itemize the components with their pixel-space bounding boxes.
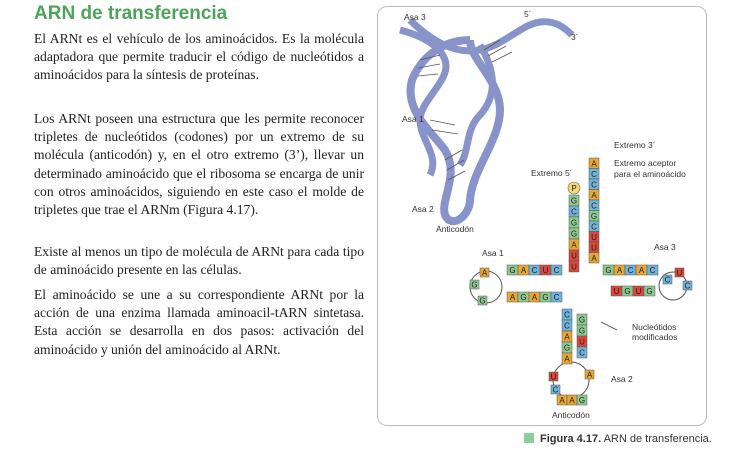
acceptor3-base: A [591, 253, 597, 263]
cloverleaf-bases [470, 158, 692, 405]
label-nucleotidos-2: modificados [632, 332, 678, 342]
label-cl-asa2: Asa 2 [611, 374, 633, 384]
tarm-bottom-base: U [635, 287, 642, 296]
tarm-bottom-base: G [624, 287, 631, 296]
anticodon-stem-left-base: A [564, 332, 570, 342]
acceptor3-base: C [591, 222, 597, 232]
t-loop-base: C [684, 281, 691, 291]
phosphate-label: P [571, 184, 577, 193]
tarm-top-base: A [638, 266, 645, 275]
paragraph-2: Los ARNt poseen una estructura que les permite reconocer tripletes de nucleótidos (codones) por un extremo de su molécula (anticodón) y, en el otro extremo (3’), llevar un determinado aminoácido que el ribosoma se encarga de unir con otros aminoácidos, siguiendo en este caso el molde de tripletes que trae el ARNm (Figura 4.17). [34, 111, 364, 218]
label-aceptor-1: Extremo aceptor [614, 158, 677, 168]
acceptor5-base: G [570, 196, 578, 206]
d-arm-bottom-base: A [531, 293, 538, 302]
anticodon-loop-base: G [578, 396, 586, 405]
acceptor3-base: C [591, 201, 597, 211]
anticodon-loop-side-base: A [586, 370, 593, 380]
acceptor5-base: G [570, 229, 578, 239]
paragraph-1: El ARNt es el vehículo de los aminoácidos. Es la molécula adaptadora que permite traducir el código de nucleótidos a aminoácidos para la síntesis de proteínas. [34, 31, 364, 83]
caption-square-icon [524, 433, 534, 443]
acceptor3-base: C [591, 180, 597, 190]
caption-text: ARN de transferencia. [603, 433, 712, 445]
tarm-top-base: A [616, 266, 623, 275]
d-arm-top-base: C [531, 266, 538, 275]
label-cl-asa3: Asa 3 [654, 242, 676, 252]
anticodon-loop-base: A [569, 396, 575, 405]
anticodon-stem-left-base: C [564, 310, 570, 320]
d-arm-top-base: U [542, 266, 549, 275]
tarm-bottom-base: G [646, 287, 653, 296]
label-3d-asa2: Asa 2 [412, 204, 434, 214]
acceptor5-base: G [570, 218, 578, 228]
caption-label: Figura 4.17. [540, 433, 602, 445]
paragraph-3: Existe al menos un tipo de molécula de ARNt para cada tipo de aminoácido presente en las células. [34, 244, 364, 278]
label-3d-asa1: Asa 1 [402, 114, 424, 124]
acceptor3-base: U [591, 232, 597, 242]
label-aceptor-2: para el aminoácido [614, 169, 686, 179]
paragraph-4: El aminoácido se une a su correspondiente ARNt por la acción de una enzima llamada aminoacil-tARN sintetasa. Esta acción se desarrolla en dos pasos: activación del aminoácido y unión del aminoácido al ARNt. [34, 287, 364, 357]
label-3d-asa3: Asa 3 [404, 12, 426, 22]
anticodon-stem-right-base: G [578, 315, 586, 325]
d-arm-bottom-base: A [509, 293, 516, 302]
acceptor3-base: A [591, 159, 597, 169]
label-3d-three: 3´ [571, 32, 579, 42]
acceptor3-base: U [591, 243, 597, 253]
d-arm-top-base: G [509, 266, 516, 275]
label-3d-five: 5´ [524, 9, 532, 19]
label-3d-anticodon: Anticodón [436, 224, 474, 234]
d-arm-bottom-base: G [542, 293, 549, 302]
acceptor3-base: A [591, 190, 597, 200]
t-loop-base: U [676, 268, 683, 278]
d-loop-base: G [471, 280, 478, 290]
anticodon-stem-right-base: C [579, 348, 585, 358]
anticodon-stem-right-base: U [579, 337, 585, 347]
trna-3d-model [400, 9, 579, 234]
tarm-bottom-base: U [613, 287, 620, 296]
label-cl-asa1: Asa 1 [482, 248, 504, 258]
d-arm-top-base: A [520, 266, 527, 275]
anticodon-stem-left-base: A [564, 354, 570, 364]
anticodon-loop-base: A [559, 396, 565, 405]
figure-caption [524, 433, 712, 445]
anticodon-stem-right-base: G [578, 326, 586, 336]
tarm-top-base: C [627, 266, 634, 275]
tarm-top-base: G [605, 266, 612, 275]
d-loop-base: G [479, 296, 486, 306]
anticodon-loop-side-base: U [550, 372, 557, 382]
d-arm-bottom-base: G [520, 293, 527, 302]
label-extremo-5: Extremo 5´ [531, 168, 573, 178]
acceptor3-base: C [591, 169, 597, 179]
acceptor3-base: G [590, 211, 598, 221]
label-cl-anticodon: Anticodón [552, 410, 590, 420]
anticodon-loop-side-base: C [552, 385, 559, 395]
acceptor5-base: C [571, 207, 577, 217]
acceptor5-base: A [571, 240, 577, 250]
d-arm-bottom-base: C [553, 293, 560, 302]
label-extremo-3: Extremo 3´ [614, 140, 656, 150]
label-nucleotidos-1: Nucleótidos [632, 322, 677, 332]
t-loop-base: C [664, 275, 671, 285]
anticodon-stem-left-base: C [564, 321, 570, 331]
tarm-top-base: C [649, 266, 656, 275]
acceptor5-base: U [571, 251, 577, 261]
anticodon-stem-left-base: G [563, 343, 571, 353]
d-arm-top-base: C [553, 266, 560, 275]
acceptor5-base: U [571, 262, 577, 272]
d-loop-base: A [481, 268, 488, 278]
section-title: ARN de transferencia [34, 3, 228, 24]
